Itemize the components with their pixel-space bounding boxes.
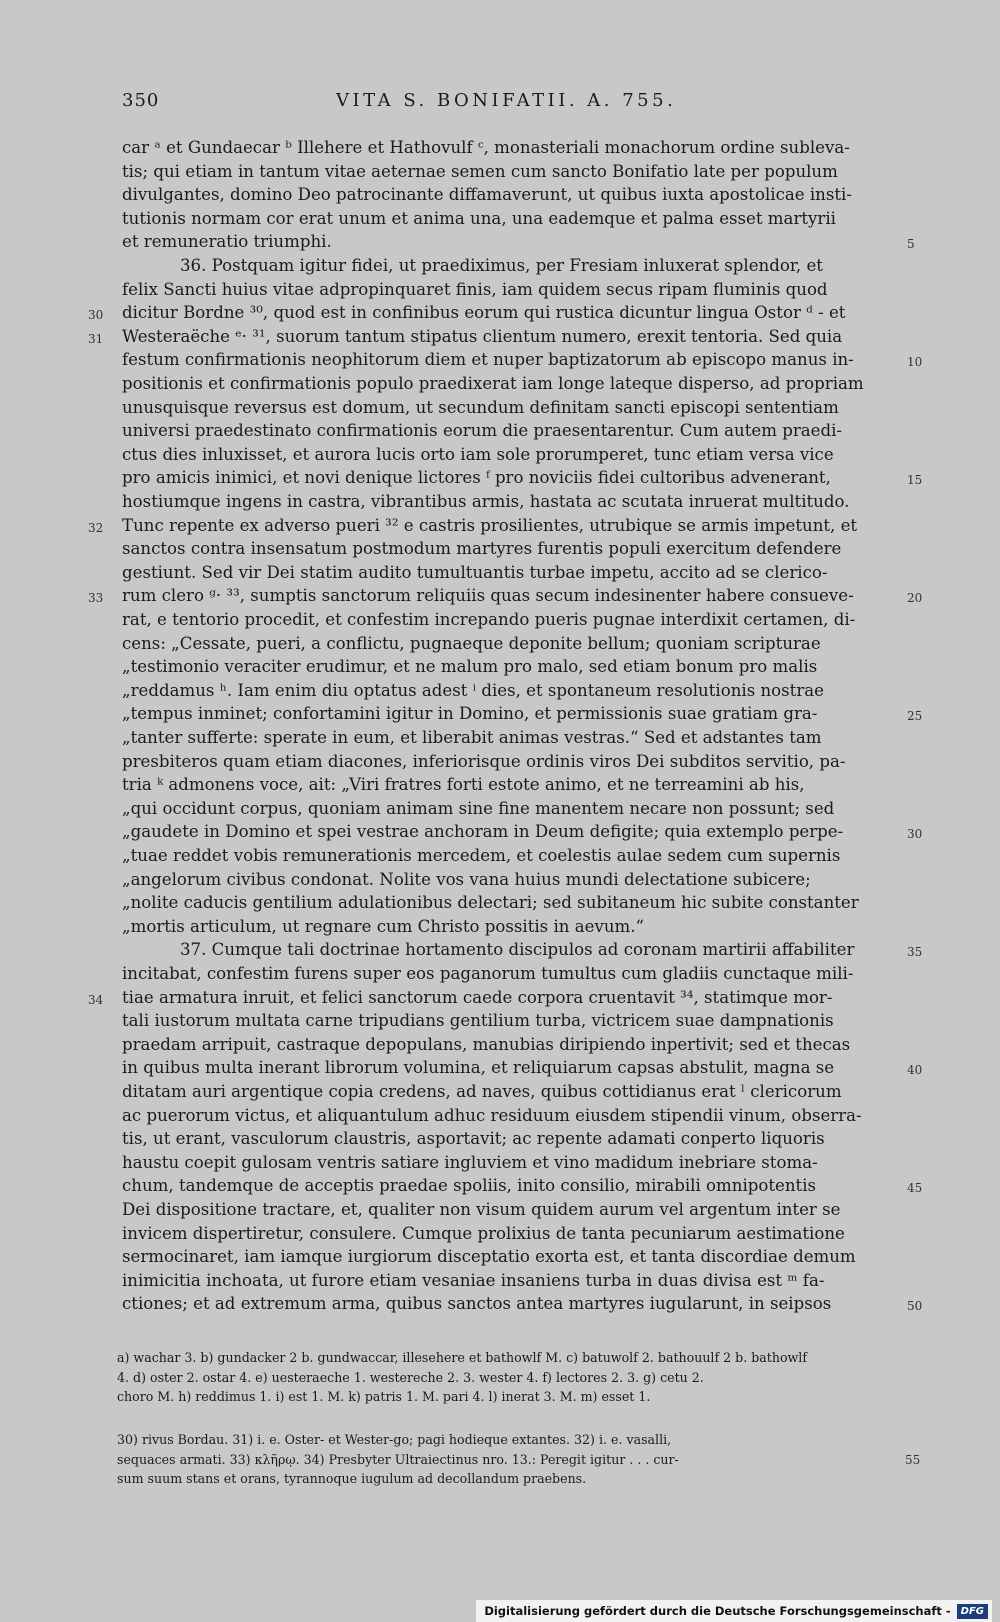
body-line: [0, 584, 1000, 608]
footnote-margin-number: 33: [88, 591, 104, 606]
body-line: [0, 702, 1000, 726]
line-text: tria ᵏ admonens voce, ait: „Viri fratres forti estote animo, et ne terreamini ab his,: [122, 775, 805, 795]
body-line: [0, 1198, 1000, 1222]
line-number: 15: [907, 473, 923, 488]
line-text: rat, e tentorio procedit, et confestim increpando pueris pugnae interdixit certamen, di-: [122, 610, 856, 629]
body-line: [0, 679, 1000, 703]
body-line: [0, 1104, 1000, 1128]
notes-line: [0, 1430, 1000, 1450]
running-header: [0, 90, 1000, 120]
line-text: universi praedestinato confirmationis eorum die praesentarentur. Cum autem praedi-: [122, 421, 843, 441]
body-line: [0, 183, 1000, 207]
body-line: [0, 490, 1000, 514]
body-line: [0, 443, 1000, 467]
line-text: hostiumque ingens in castra, vibrantibus armis, hastata ac scutata inruerat multitudo.: [122, 492, 850, 511]
line-text: 36. Postquam igitur fidei, ut praediximus, per Fresiam inluxerat splendor, et: [180, 256, 823, 275]
line-text: „reddamus ʰ. Iam enim diu optatus adest ⁱ dies, et spontaneum resolutionis nostrae: [122, 680, 824, 700]
body-line: [0, 1033, 1000, 1057]
body-line: [0, 136, 1000, 160]
line-text: felix Sancti huius vitae adpropinquaret finis, iam quidem secus ripam fluminis quod: [122, 279, 828, 299]
line-text: sermocinaret, iam iamque iurgiorum disceptatio exorta est, et tanta discordiae demum: [122, 1247, 856, 1267]
line-text: choro M. h) reddimus 1. i) est 1. M. k) patris 1. M. pari 4. l) inerat 3. M. m) esset 1.: [117, 1389, 651, 1404]
line-text: festum confirmationis neophitorum diem et nuper baptizatorum ab episcopo manus in-: [122, 350, 854, 370]
variants-line: [0, 1387, 1000, 1407]
body-line: [0, 537, 1000, 561]
variants-line: [0, 1348, 1000, 1368]
line-number: 35: [907, 945, 923, 960]
notes-line: [0, 1469, 1000, 1489]
banner-text: Digitalisierung gefördert durch die Deutsche Forschungsgemeinschaft -: [484, 1604, 951, 1618]
line-text: „gaudete in Domino et spei vestrae anchoram in Deum defigite; quia extemplo perpe-: [122, 822, 844, 842]
digitization-banner: [476, 1600, 992, 1622]
line-text: ditatam auri argentique copia credens, ad naves, quibus cottidianus erat ˡ clericorum: [122, 1082, 842, 1101]
body-line: [0, 1292, 1000, 1316]
body-line: [0, 514, 1000, 538]
line-number: 45: [907, 1181, 923, 1196]
line-text: Westeraëche ᵉ· ³¹, suorum tantum stipatus clientum numero, erexit tentoria. Sed quia: [122, 326, 843, 346]
line-number: 5: [907, 237, 915, 252]
body-line: [0, 797, 1000, 821]
body-line: [0, 962, 1000, 986]
body-line: [0, 986, 1000, 1010]
line-number: 50: [907, 1299, 923, 1314]
variants-line: [0, 1368, 1000, 1388]
body-line: [0, 278, 1000, 302]
line-text: car ᵃ et Gundaecar ᵇ Illehere et Hathovulf ᶜ, monasteriali monachorum ordine subleva-: [122, 138, 850, 157]
line-number: 25: [907, 709, 923, 724]
line-text: tiae armatura inruit, et felici sanctorum caede corpora cruentavit ³⁴, statimque mor-: [122, 987, 833, 1007]
body-line: [0, 348, 1000, 372]
body-line: [0, 325, 1000, 349]
body-line: [0, 868, 1000, 892]
line-text: in quibus multa inerant librorum volumina, et reliquiarum capsas abstulit, magna se: [122, 1058, 835, 1078]
line-text: invicem dispertiretur, consulere. Cumque prolixius de tanta pecuniarum aestimatione: [122, 1223, 845, 1243]
line-text: „qui occidunt corpus, quoniam animam sine fine manentem necare non possunt; sed: [122, 798, 835, 818]
line-text: ctiones; et ad extremum arma, quibus sanctos antea martyres iugularunt, in seipsos: [122, 1294, 832, 1314]
body-line: [0, 230, 1000, 254]
body-line: [0, 301, 1000, 325]
line-text: dicitur Bordne ³⁰, quod est in confinibus eorum qui rustica dicuntur lingua Ostor ᵈ - et: [122, 303, 846, 323]
line-text: Dei dispositione tractare, et, qualiter non visum quidem aurum vel argentum inter se: [122, 1200, 841, 1219]
line-text: et remuneratio triumphi.: [122, 232, 332, 252]
body-line: [0, 938, 1000, 962]
body-line: [0, 820, 1000, 844]
line-text: „mortis articulum, ut regnare cum Christo possitis in aevum.“: [122, 916, 645, 936]
body-line: [0, 207, 1000, 231]
line-text: „testimonio veraciter erudimur, et ne malum pro malo, sed etiam bonum pro malis: [122, 657, 818, 677]
line-text: haustu coepit gulosam ventris satiare ingluviem et vino madidum inebriare stoma-: [122, 1152, 818, 1172]
line-text: ctus dies inluxisset, et aurora lucis orto iam sole prorumperet, tunc etiam versa vice: [122, 444, 834, 464]
footnote-margin-number: 32: [88, 520, 104, 535]
line-text: chum, tandemque de acceptis praedae spoliis, inito consilio, mirabili omnipotentis: [122, 1176, 817, 1196]
line-text: a) wachar 3. b) gundacker 2 b. gundwaccar, illesehere et bathowlf M. c) batuwolf 2. bathouulf 2 b. bathowlf: [117, 1350, 807, 1365]
body-line: [0, 1151, 1000, 1175]
body-line: [0, 1174, 1000, 1198]
line-text: tis; qui etiam in tantum vitae aeternae semen cum sancto Bonifatio late per populum: [122, 161, 838, 181]
body-line: [0, 1080, 1000, 1104]
body-line: [0, 1269, 1000, 1293]
line-text: tis, ut erant, vasculorum claustris, asportavit; ac repente adamati conperto liquoris: [122, 1129, 825, 1149]
footnote-margin-number: 34: [88, 992, 104, 1007]
body-line: [0, 1127, 1000, 1151]
line-number: 10: [907, 355, 923, 370]
line-number: 40: [907, 1063, 923, 1078]
line-text: „tanter sufferte: sperate in eum, et liberabit animas vestras.“ Sed et adstantes tam: [122, 728, 822, 747]
line-number: 30: [907, 827, 923, 842]
line-text: 37. Cumque tali doctrinae hortamento discipulos ad coronam martirii affabiliter: [180, 940, 855, 960]
line-text: inimicitia inchoata, ut furore etiam vesaniae insaniens turba in duas divisa est ᵐ fa-: [122, 1270, 825, 1290]
body-line: [0, 372, 1000, 396]
body-line: [0, 1222, 1000, 1246]
footnote-margin-number: 30: [88, 308, 104, 323]
line-text: 4. d) oster 2. ostar 4. e) uesteraeche 1. westereche 2. 3. wester 4. f) lectores 2. 3. g) cetu 2.: [117, 1369, 704, 1385]
body-line: [0, 561, 1000, 585]
body-line: [0, 396, 1000, 420]
body-line: [0, 750, 1000, 774]
line-text: incitabat, confestim furens super eos paganorum tumultus cum gladiis cunctaque mili-: [122, 964, 854, 983]
body-line: [0, 726, 1000, 750]
line-text: sum suum stans et orans, tyrannoque iugulum ad decollandum praebens.: [117, 1471, 587, 1486]
dfg-logo-icon: DFG: [957, 1604, 988, 1619]
line-number: 55: [905, 1452, 921, 1467]
line-text: praedam arripuit, castraque depopulans, manubias diripiendo inpertivit; sed et thecas: [122, 1034, 851, 1054]
body-line: [0, 655, 1000, 679]
line-text: positionis et confirmationis populo praedixerat iam longe lateque disperso, ad propriam: [122, 374, 864, 393]
body-line: [0, 1009, 1000, 1033]
line-text: divulgantes, domino Deo patrocinante diffamaverunt, ut quibus iuxta apostolicae insti-: [122, 185, 852, 205]
body-line: [0, 773, 1000, 797]
line-text: unusquisque reversus est domum, ut secundum definitam sancti episcopi sententiam: [122, 397, 839, 417]
line-text: sequaces armati. 33) κλῆρῳ. 34) Presbyter Ultraiectinus nro. 13.: Peregit igitur . . . cur-: [117, 1451, 679, 1467]
line-text: Tunc repente ex adverso pueri ³² e castris prosilientes, utrubique se armis impetunt, et: [122, 515, 858, 535]
body-line: [0, 844, 1000, 868]
running-title: VITA S. BONIFATII. A. 755.: [336, 90, 677, 111]
line-text: sanctos contra insensatum postmodum martyres furentis populi exercitum defendere: [122, 539, 842, 559]
body-line: [0, 915, 1000, 939]
notes-line: [0, 1450, 1000, 1470]
line-text: „tuae reddet vobis remunerationis mercedem, et coelestis aulae sedem cum supernis: [122, 846, 841, 865]
line-text: 30) rivus Bordau. 31) i. e. Oster- et Wester-go; pagi hodieque extantes. 32) i. e. vasalli,: [117, 1432, 672, 1447]
body-line: [0, 254, 1000, 278]
line-text: gestiunt. Sed vir Dei statim audito tumultuantis turbae impetu, accito ad se clerico-: [122, 562, 828, 582]
body-line: [0, 466, 1000, 490]
body-line: [0, 1245, 1000, 1269]
line-text: rum clero ᵍ· ³³, sumptis sanctorum reliquiis quas secum indesinenter habere consueve-: [122, 586, 854, 606]
body-line: [0, 1056, 1000, 1080]
body-line: [0, 419, 1000, 443]
body-line: [0, 891, 1000, 915]
line-text: „angelorum civibus condonat. Nolite vos vana huius mundi delectatione subicere;: [122, 869, 811, 889]
line-text: tali iustorum multata carne tripudians gentilium turba, victricem suae dampnationis: [122, 1011, 834, 1031]
line-text: „tempus inminet; confortamini igitur in Domino, et permissionis suae gratiam gra-: [122, 704, 818, 724]
line-text: tutionis normam cor erat unum et anima una, una eademque et palma esset martyrii: [122, 208, 836, 228]
page-number: 350: [122, 90, 160, 111]
line-text: „nolite caducis gentilium adulationibus delectari; sed subitaneum hic subite constanter: [122, 893, 859, 913]
footnote-margin-number: 31: [88, 331, 104, 346]
line-text: pro amicis inimici, et novi denique lictores ᶠ pro noviciis fidei cultoribus advenerant,: [122, 468, 831, 488]
body-line: [0, 160, 1000, 184]
body-line: [0, 632, 1000, 656]
line-number: 20: [907, 591, 923, 606]
line-text: cens: „Cessate, pueri, a conflictu, pugnaeque deponite bellum; quoniam scripturae: [122, 633, 821, 653]
line-text: ac puerorum victus, et aliquantulum adhuc residuum eiusdem stipendii vinum, obserra-: [122, 1105, 862, 1125]
line-text: presbiteros quam etiam diacones, inferiorisque ordinis viros Dei subditos servitio, pa-: [122, 751, 846, 771]
body-line: [0, 608, 1000, 632]
